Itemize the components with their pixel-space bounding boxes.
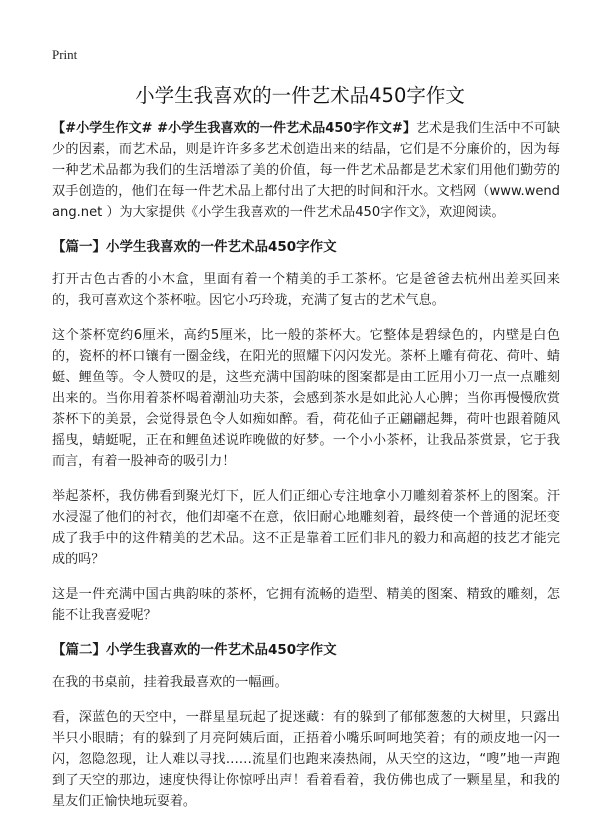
paragraph: 这个茶杯宽约6厘米，高约5厘米，比一般的茶杯大。它整体是碧绿色的，内壁是白色的，瓷杯的杯口镶有一圈金线，在阳光的照耀下闪闪发光。茶杯上雕有荷花、荷叶、蜻蜓、鲤鱼等。令人赞叹的是，这些充满中国韵味的图案都是由工匠用小刀一点一点雕刻出来的。当你用着茶杯喝着潮汕功夫茶，会感到茶水是如此沁人心脾；当你再慢慢欣赏茶杯下的美景，会觉得景色令人如痴如醉。看，荷花仙子正翩翩起舞，荷叶也跟着随风摇曳，蜻蜓呢，正在和鲤鱼述说昨晚做的好梦。一个小小茶杯，让我品茶赏景，它于我而言，有着一股神奇的吸引力！ — [52, 328, 560, 469]
paragraph: 这是一件充满中国古典韵味的茶杯，它拥有流畅的造型、精美的图案、精致的雕刻，怎能不让我喜爱呢？ — [52, 587, 560, 623]
page-title: 小学生我喜欢的一件艺术品450字作文 — [135, 84, 465, 107]
section-1 — [52, 237, 560, 626]
paragraph: 看，深蓝色的天空中，一群星星玩起了捉迷藏：有的躲到了郁郁葱葱的大树里，只露出半只小眼睛；有的躲到了月亮阿姨后面，正捂着小嘴乐呵呵地笑着；有的顽皮地一闪一闪，忽隐忽现，让人难以寻找……流星们也跑来凑热闹，从天空的这边，“嗖”地一声跑到了天空的那边，速度快得让你惊呼出声！看着看着，我仿佛也成了一颗星星，和我的星友们正愉快地玩耍着。 — [52, 710, 560, 809]
paragraph: 打开古色古香的小木盒，里面有着一个精美的手工茶杯。它是爸爸去杭州出差买回来的，我可喜欢这个茶杯啦。因它小巧玲珑，充满了复古的艺术气息。 — [52, 272, 560, 308]
intro-tag: 【#小学生作文# #小学生我喜欢的一件艺术品450字作文#】 — [52, 121, 416, 136]
print-link[interactable]: Print — [52, 47, 78, 62]
intro-text: 艺术是我们生活中不可缺少的因素，而艺术品，则是许许多多艺术创造出来的结晶，它们是不分廉价的，因为每一种艺术品都为我们的生活增添了美的价值，每一件艺术品都是艺术家们用他们勤劳的双手创造的，他们在每一件艺术品上都付出了大把的时间和汗水。文档网（www.wendang.net ）为大家提供《小学生我喜欢的一件艺术品450字作文》，欢迎阅读。 — [52, 121, 561, 220]
article-body — [52, 118, 560, 826]
paragraph: 在我的书桌前，挂着我最喜欢的一幅画。 — [52, 675, 288, 690]
intro-paragraph — [52, 118, 560, 223]
section-heading: 【篇二】小学生我喜欢的一件艺术品450字作文 — [52, 642, 337, 658]
section-2 — [52, 640, 560, 812]
section-heading: 【篇一】小学生我喜欢的一件艺术品450字作文 — [52, 239, 337, 255]
paragraph: 举起茶杯，我仿佛看到聚光灯下，匠人们正细心专注地拿小刀雕刻着茶杯上的图案。汗水浸湿了他们的衬衣，他们却毫不在意，依旧耐心地雕刻着，最终使一个普通的泥坯变成了我手中的这件精美的艺术品。这不正是靠着工匠们非凡的毅力和高超的技艺才能完成的吗？ — [52, 489, 560, 567]
